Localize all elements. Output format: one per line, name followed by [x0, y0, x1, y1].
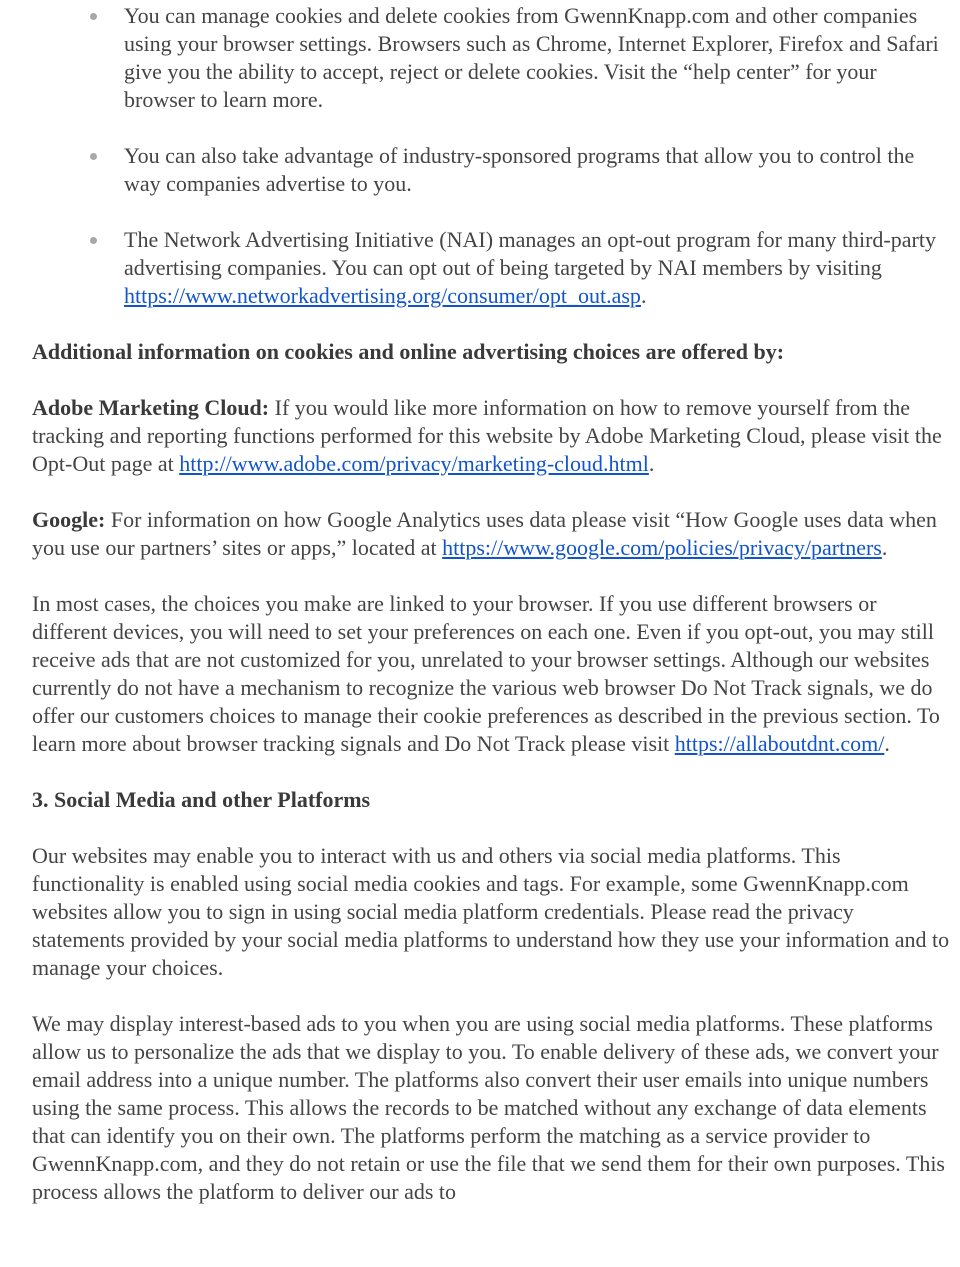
- dnt-text-end: .: [884, 731, 890, 756]
- additional-info-heading: Additional information on cookies and online advertising choices are offered by:: [32, 339, 785, 364]
- adobe-text: If you would like more information on how to remove yourself from the tracking and reporting functions performed for this website by Adobe Marketing Cloud, please visit the Opt-Out page at: [32, 395, 942, 476]
- google-label: Google:: [32, 507, 106, 532]
- google-paragraph: [32, 506, 952, 562]
- bullet-item-browser-settings: [32, 2, 952, 114]
- social-media-paragraph-2: We may display interest-based ads to you when you are using social media platforms. These platforms allow us to personalize the ads that we display to you. To enable delivery of these ads, we convert your email address into a unique number. The platforms also convert their user emails into unique numbers using the same process. This allows the records to be matched without any exchange of data elements that can identify you on their own. The platforms perform the matching as a service provider to GwennKnapp.com, and they do not retain or use the file that we send them for their own purposes. This process allows the platform to deliver our ads to: [32, 1011, 945, 1204]
- dnt-paragraph: [32, 590, 952, 758]
- privacy-document: [32, 2, 952, 1234]
- bullet-icon: [90, 13, 97, 20]
- social-media-paragraph-1: Our websites may enable you to interact with us and others via social media platforms. This functionality is enabled using social media cookies and tags. For example, some GwennKnapp.com websites allow you to sign in using social media platform credentials. Please read the privacy statements provided by your social media platforms to understand how they use your information and to manage your choices.: [32, 843, 950, 980]
- adobe-label: Adobe Marketing Cloud:: [32, 395, 270, 420]
- adobe-paragraph: [32, 394, 952, 478]
- google-text: For information on how Google Analytics uses data please visit “How Google uses data when you use our partners’ sites or apps,” located at: [32, 507, 937, 560]
- bullet-text: You can manage cookies and delete cookies from GwennKnapp.com and other companies using your browser settings. Browsers such as Chrome, Internet Explorer, Firefox and Safari give you the ability to accept, reject or delete cookies. Visit the “help center” for your browser to learn more.: [124, 3, 939, 112]
- section-3-heading: 3. Social Media and other Platforms: [32, 787, 371, 812]
- bullet-text-end: .: [640, 283, 647, 308]
- bullet-icon: [90, 237, 97, 244]
- allaboutdnt-link[interactable]: https://allaboutdnt.com/: [674, 731, 885, 756]
- bullet-item-nai: [32, 226, 952, 310]
- dnt-text: In most cases, the choices you make are linked to your browser. If you use different browsers or different devices, you will need to set your preferences on each one. Even if you opt-out, you may still receive ads that are not customized for you, unrelated to your browser settings. Although our websites currently do not have a mechanism to recognize the various web browser Do Not Track signals, we do offer our customers choices to manage their cookie preferences as described in the previous section. To learn more about browser tracking signals and Do Not Track please visit: [32, 591, 940, 756]
- bullet-text: You can also take advantage of industry-sponsored programs that allow you to control the way companies advertise to you.: [124, 143, 915, 196]
- nai-opt-out-link[interactable]: https://www.networkadvertising.org/consumer/opt_out.asp: [124, 283, 641, 308]
- google-text-end: .: [881, 535, 888, 560]
- google-partners-link[interactable]: https://www.google.com/policies/privacy/partners: [442, 535, 882, 560]
- bullet-text: The Network Advertising Initiative (NAI) manages an opt-out program for many third-party advertising companies. You can opt out of being targeted by NAI members by visiting: [124, 227, 936, 280]
- adobe-text-end: .: [648, 451, 655, 476]
- bullet-item-industry-programs: [32, 142, 952, 198]
- adobe-opt-out-link[interactable]: http://www.adobe.com/privacy/marketing-cloud.html: [179, 451, 649, 476]
- bullet-icon: [90, 153, 97, 160]
- opt-out-bullet-list: [32, 2, 952, 310]
